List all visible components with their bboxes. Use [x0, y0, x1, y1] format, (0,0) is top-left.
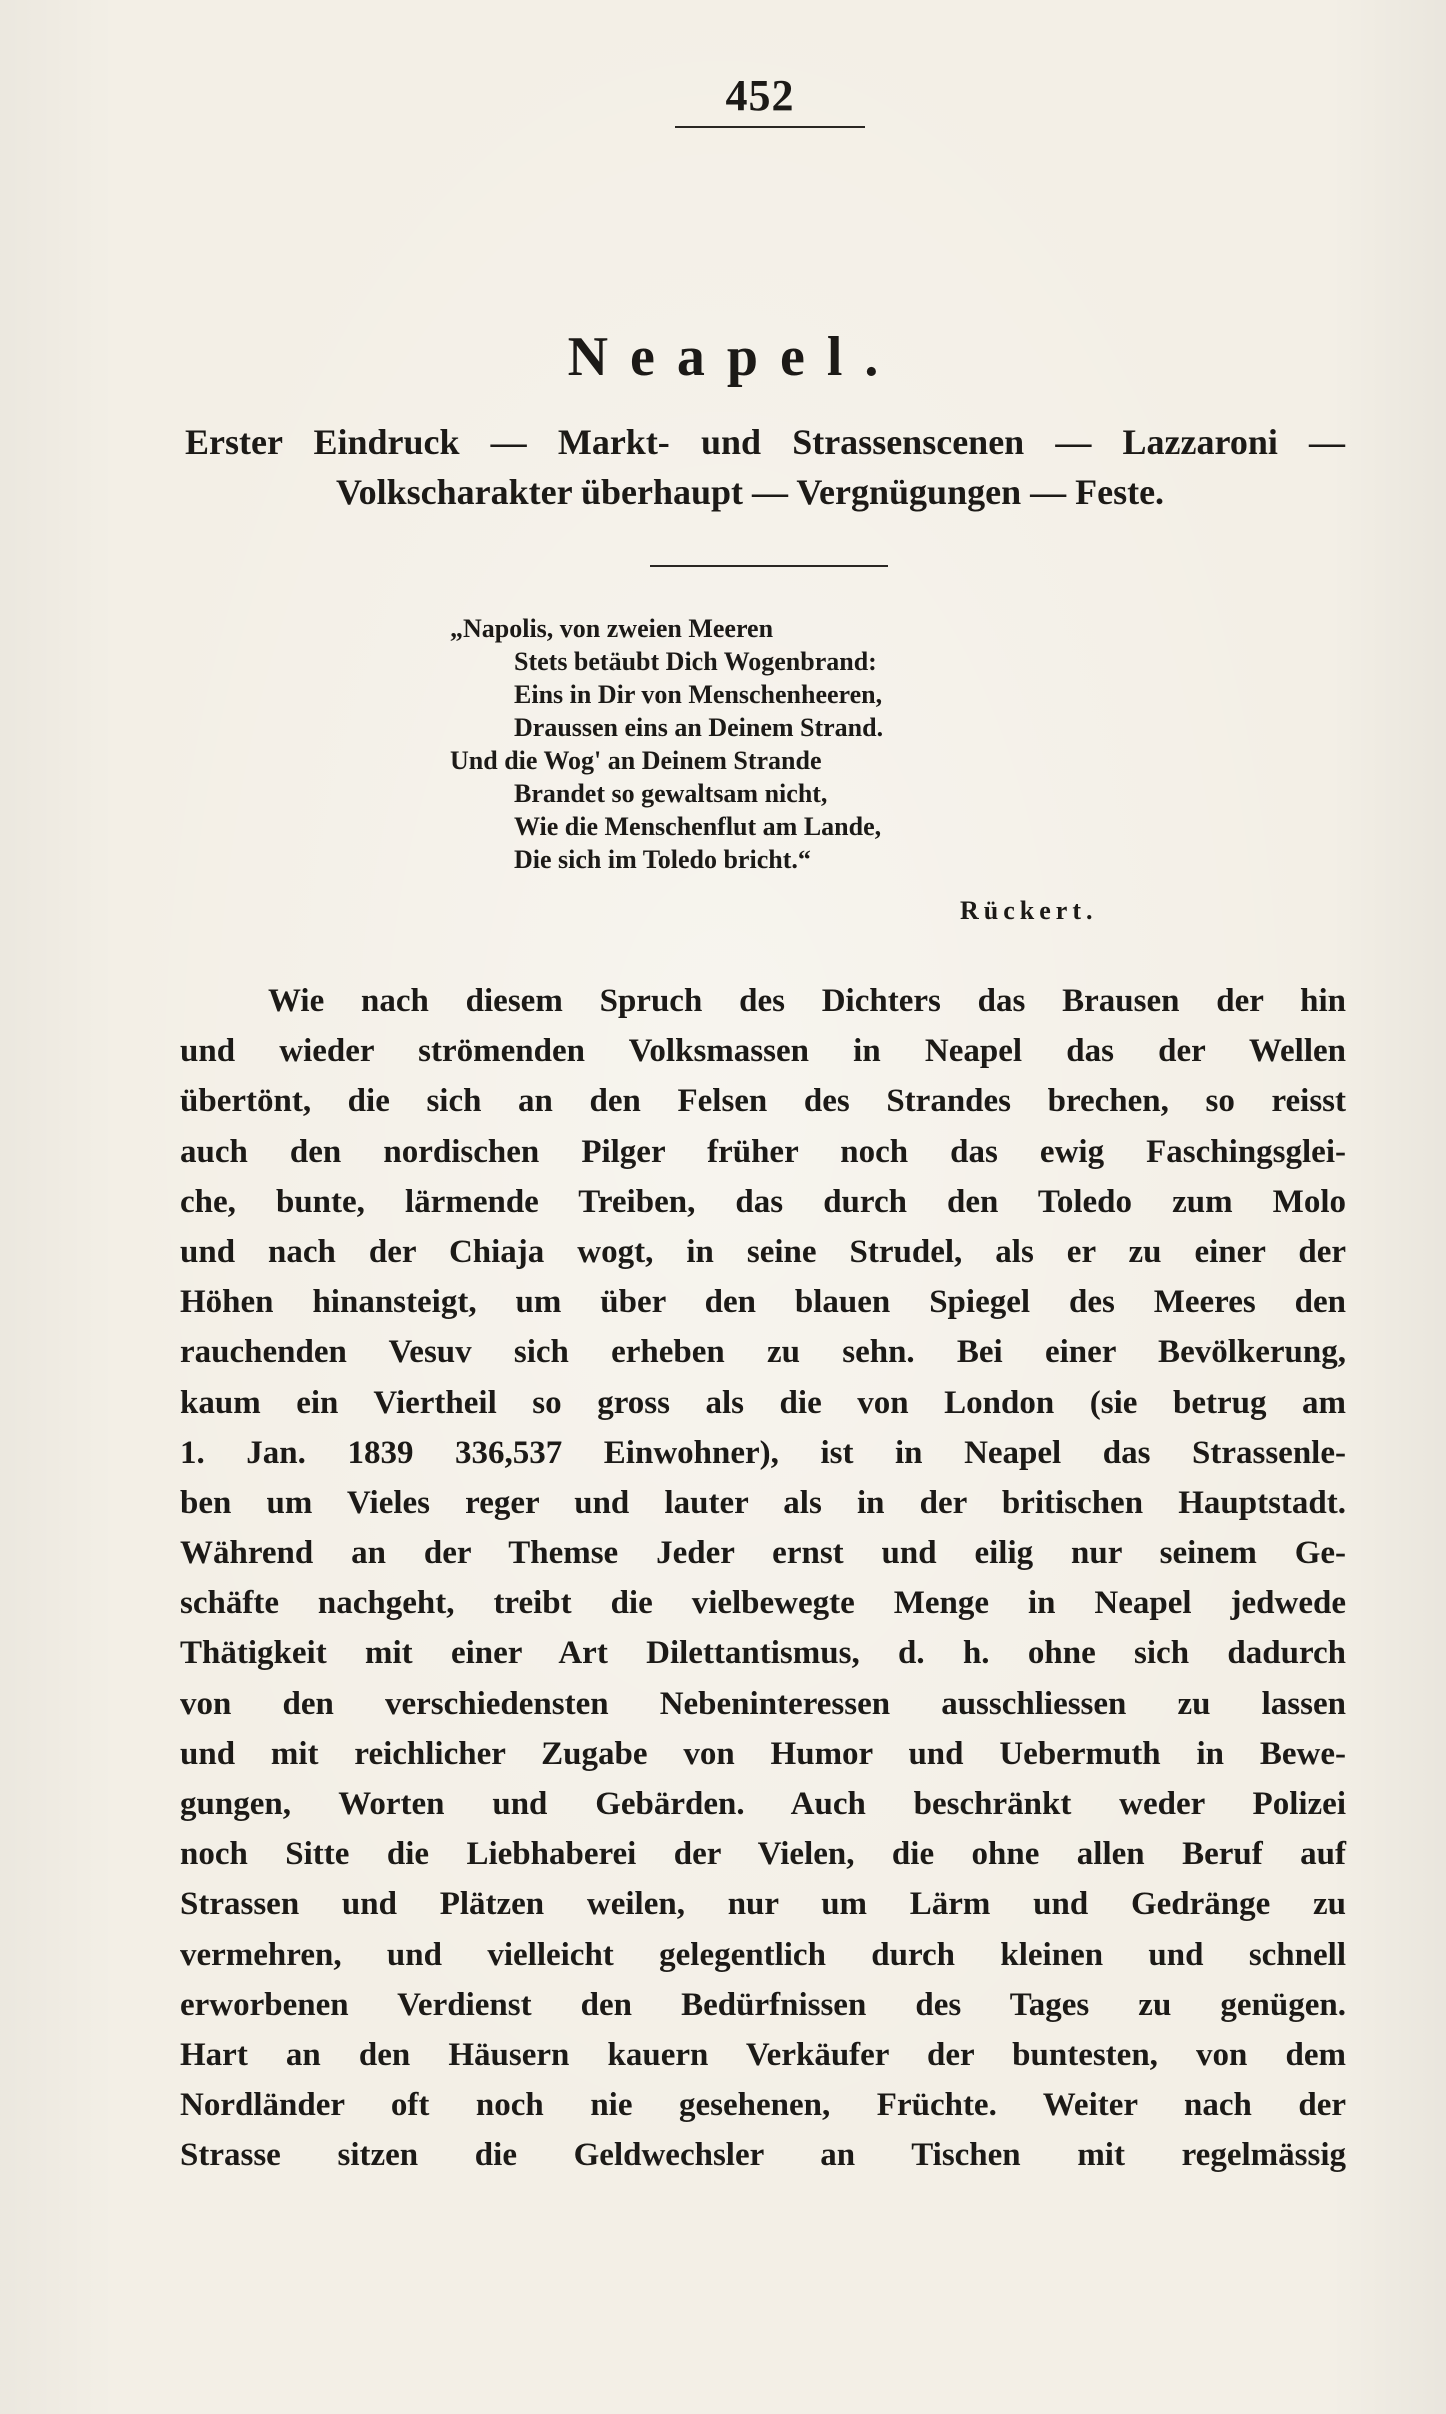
body-line: Thätigkeit mit einer Art Dilettantismus, d. h. ohne sich dadurch [180, 1635, 1346, 1672]
body-line: che, bunte, lärmende Treiben, das durch den Toledo zum Molo [180, 1183, 1346, 1220]
body-line: Während an der Themse Jeder ernst und eilig nur seinem Ge- [180, 1535, 1346, 1572]
body-paragraph [180, 976, 1346, 2181]
body-line: Höhen hinansteigt, um über den blauen Spiegel des Meeres den [180, 1284, 1346, 1321]
body-line: übertönt, die sich an den Felsen des Strandes brechen, so reisst [180, 1083, 1346, 1120]
body-line: und wieder strömenden Volksmassen in Neapel das der Wellen [180, 1033, 1346, 1070]
chapter-subtitle-line-2: Volkscharakter überhaupt — Vergnügungen — Feste. [335, 472, 1165, 512]
body-line: und nach der Chiaja wogt, in seine Strudel, als er zu einer der [180, 1233, 1346, 1270]
body-line: 1. Jan. 1839 336,537 Einwohner), ist in Neapel das Strassenle- [180, 1434, 1346, 1471]
body-line: Nordländer oft noch nie gesehenen, Früchte. Weiter nach der [180, 2087, 1346, 2124]
body-line: gungen, Worten und Gebärden. Auch beschränkt weder Polizei [180, 1786, 1346, 1822]
poem-line: Wie die Menschenflut am Lande, [514, 812, 882, 841]
body-line: rauchenden Vesuv sich erheben zu sehn. Bei einer Bevölkerung, [180, 1334, 1346, 1371]
page-number-rule [675, 126, 865, 128]
section-divider-rule [650, 565, 888, 567]
poem-line: Draussen eins an Deinem Strand. [514, 713, 884, 742]
body-line: noch Sitte die Liebhaberei der Vielen, die ohne allen Beruf auf [180, 1836, 1346, 1873]
chapter-title: Neapel. [567, 326, 901, 388]
body-line: erworbenen Verdienst den Bedürfnissen des Tages zu genügen. [180, 1986, 1346, 2023]
body-line: Hart an den Häusern kauern Verkäufer der buntesten, von dem [180, 2036, 1346, 2073]
body-line: auch den nordischen Pilger früher noch das ewig Faschingsglei- [180, 1133, 1346, 1170]
chapter-subtitle-line-1: Erster Eindruck — Markt- und Strassenscenen — Lazzaroni — [185, 422, 1345, 462]
body-line: Wie nach diesem Spruch des Dichters das Brausen der hin [268, 983, 1346, 1019]
poem-line: „Napolis, von zweien Meeren [450, 614, 774, 643]
page-number: 452 [725, 71, 795, 120]
poem-line: Und die Wog' an Deinem Strande [450, 746, 822, 775]
poem-line: Eins in Dir von Menschenheeren, [514, 680, 883, 709]
body-line: vermehren, und vielleicht gelegentlich durch kleinen und schnell [180, 1936, 1346, 1973]
poem-line: Brandet so gewaltsam nicht, [514, 779, 828, 808]
body-line: Strasse sitzen die Geldwechsler an Tischen mit regelmässig [180, 2137, 1346, 2174]
body-line: und mit reichlicher Zugabe von Humor und Uebermuth in Bewe- [180, 1735, 1346, 1772]
epigraph-poem [450, 612, 1150, 876]
body-line: ben um Vieles reger und lauter als in der britischen Hauptstadt. [180, 1484, 1346, 1521]
body-line: kaum ein Viertheil so gross als die von London (sie betrug am [180, 1384, 1346, 1421]
body-line: von den verschiedensten Nebeninteressen ausschliessen zu lassen [180, 1685, 1346, 1722]
poem-line: Stets betäubt Dich Wogenbrand: [514, 647, 877, 676]
body-line: schäfte nachgeht, treibt die vielbewegte Menge in Neapel jedwede [180, 1585, 1346, 1622]
poem-author: Rückert. [960, 896, 1098, 925]
poem-line: Die sich im Toledo bricht.“ [514, 845, 811, 874]
body-line: Strassen und Plätzen weilen, nur um Lärm und Gedränge zu [180, 1886, 1346, 1923]
